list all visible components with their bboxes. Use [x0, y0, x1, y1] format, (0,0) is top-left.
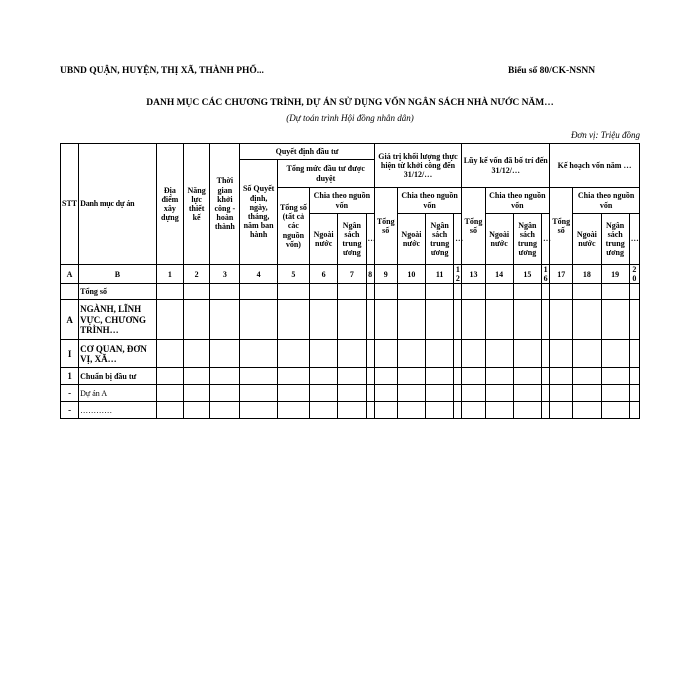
col-group-by-source-3: Chia theo nguồn vốn: [485, 188, 550, 214]
table-row: [61, 284, 640, 300]
row-stt: -: [61, 385, 79, 402]
table-row: [61, 368, 640, 385]
col-group-plan: Kế hoạch vốn năm …: [550, 144, 640, 188]
column-number: B: [79, 265, 157, 284]
column-number: 4: [240, 265, 277, 284]
col-central-1: Ngân sách trung ương: [338, 214, 366, 265]
column-number: 10: [397, 265, 425, 284]
col-foreign-2: Ngoài nước: [397, 214, 425, 265]
column-number: 18: [573, 265, 601, 284]
col-group-decision: Quyết định đầu tư: [240, 144, 374, 160]
column-number: 5: [277, 265, 309, 284]
col-group-cumulative: Lũy kế vốn đã bố trí đến 31/12/…: [462, 144, 550, 188]
col-timeline: Thời gian khởi công - hoàn thành: [210, 144, 240, 265]
column-number: 15: [513, 265, 541, 284]
col-volume-total: Tổng số: [374, 188, 397, 265]
document-title: DANH MỤC CÁC CHƯƠNG TRÌNH, DỰ ÁN SỬ DỤNG VỐN NGÂN SÁCH NHÀ NƯỚC NĂM…: [146, 98, 554, 108]
col-central-3: Ngân sách trung ương: [513, 214, 541, 265]
col-group-by-source-4: Chia theo nguồn vốn: [573, 188, 640, 214]
row-stt: -: [61, 402, 79, 419]
column-number: A: [61, 265, 79, 284]
row-stt: 1: [61, 368, 79, 385]
row-name: Chuẩn bị đầu tư: [79, 368, 157, 385]
column-number: 8: [366, 265, 374, 284]
table-row: [61, 385, 640, 402]
col-decision-number: Số Quyết định, ngày, tháng, năm ban hành: [240, 160, 277, 265]
col-central-2: Ngân sách trung ương: [426, 214, 454, 265]
column-number: 11: [426, 265, 454, 284]
column-number: 6: [310, 265, 338, 284]
column-number-row: [61, 265, 640, 284]
col-project-list: Danh mục dự án: [79, 144, 157, 265]
col-group-volume-value: Giá trị khối lượng thực hiện từ khởi công đến 31/12/…: [374, 144, 462, 188]
col-ellipsis-2: …: [454, 214, 462, 265]
column-number: 12: [454, 265, 462, 284]
row-name: Tổng số: [79, 284, 157, 300]
col-group-by-source-2: Chia theo nguồn vốn: [397, 188, 462, 214]
column-number: 14: [485, 265, 513, 284]
column-number: 19: [601, 265, 629, 284]
row-stt: A: [61, 300, 79, 340]
row-name: NGÀNH, LĨNH VỰC, CHƯƠNG TRÌNH…: [79, 300, 157, 340]
row-name: CƠ QUAN, ĐƠN VỊ, XÃ…: [79, 340, 157, 368]
row-stt: [61, 284, 79, 300]
col-ellipsis-4: …: [629, 214, 639, 265]
column-number: 2: [184, 265, 210, 284]
column-number: 1: [156, 265, 183, 284]
column-number: 7: [338, 265, 366, 284]
col-central-4: Ngân sách trung ương: [601, 214, 629, 265]
col-ellipsis-1: …: [366, 214, 374, 265]
column-number: 17: [550, 265, 573, 284]
column-number: 3: [210, 265, 240, 284]
col-group-by-source-1: Chia theo nguồn vốn: [310, 188, 375, 214]
col-plan-total: Tổng số: [550, 188, 573, 265]
column-number: 9: [374, 265, 397, 284]
agency-header: UBND QUẬN, HUYỆN, THỊ XÃ, THÀNH PHỐ...: [60, 66, 264, 76]
col-ellipsis-3: …: [542, 214, 550, 265]
col-foreign-3: Ngoài nước: [485, 214, 513, 265]
column-number: 20: [629, 265, 639, 284]
col-location: Địa điểm xây dựng: [156, 144, 183, 265]
form-number: Biểu số 80/CK-NSNN: [508, 66, 596, 76]
col-group-total-investment: Tổng mức đầu tư được duyệt: [277, 160, 374, 188]
document-subtitle: (Dự toán trình Hội đồng nhân dân): [286, 113, 414, 123]
col-foreign-1: Ngoài nước: [310, 214, 338, 265]
column-number: 16: [542, 265, 550, 284]
col-stt: STT: [61, 144, 79, 265]
unit-label: Đơn vị: Triệu đồng: [570, 130, 640, 140]
col-total-all-sources: Tổng số (tất cả các nguồn vốn): [277, 188, 309, 265]
col-capacity: Năng lực thiết kế: [184, 144, 210, 265]
row-name: …………: [79, 402, 157, 419]
project-table: [60, 143, 640, 419]
col-foreign-4: Ngoài nước: [573, 214, 601, 265]
table-row: [61, 300, 640, 340]
row-stt: I: [61, 340, 79, 368]
table-row: [61, 340, 640, 368]
row-name: Dự án A: [79, 385, 157, 402]
col-cumulative-total: Tổng số: [462, 188, 485, 265]
column-number: 13: [462, 265, 485, 284]
table-row: [61, 402, 640, 419]
